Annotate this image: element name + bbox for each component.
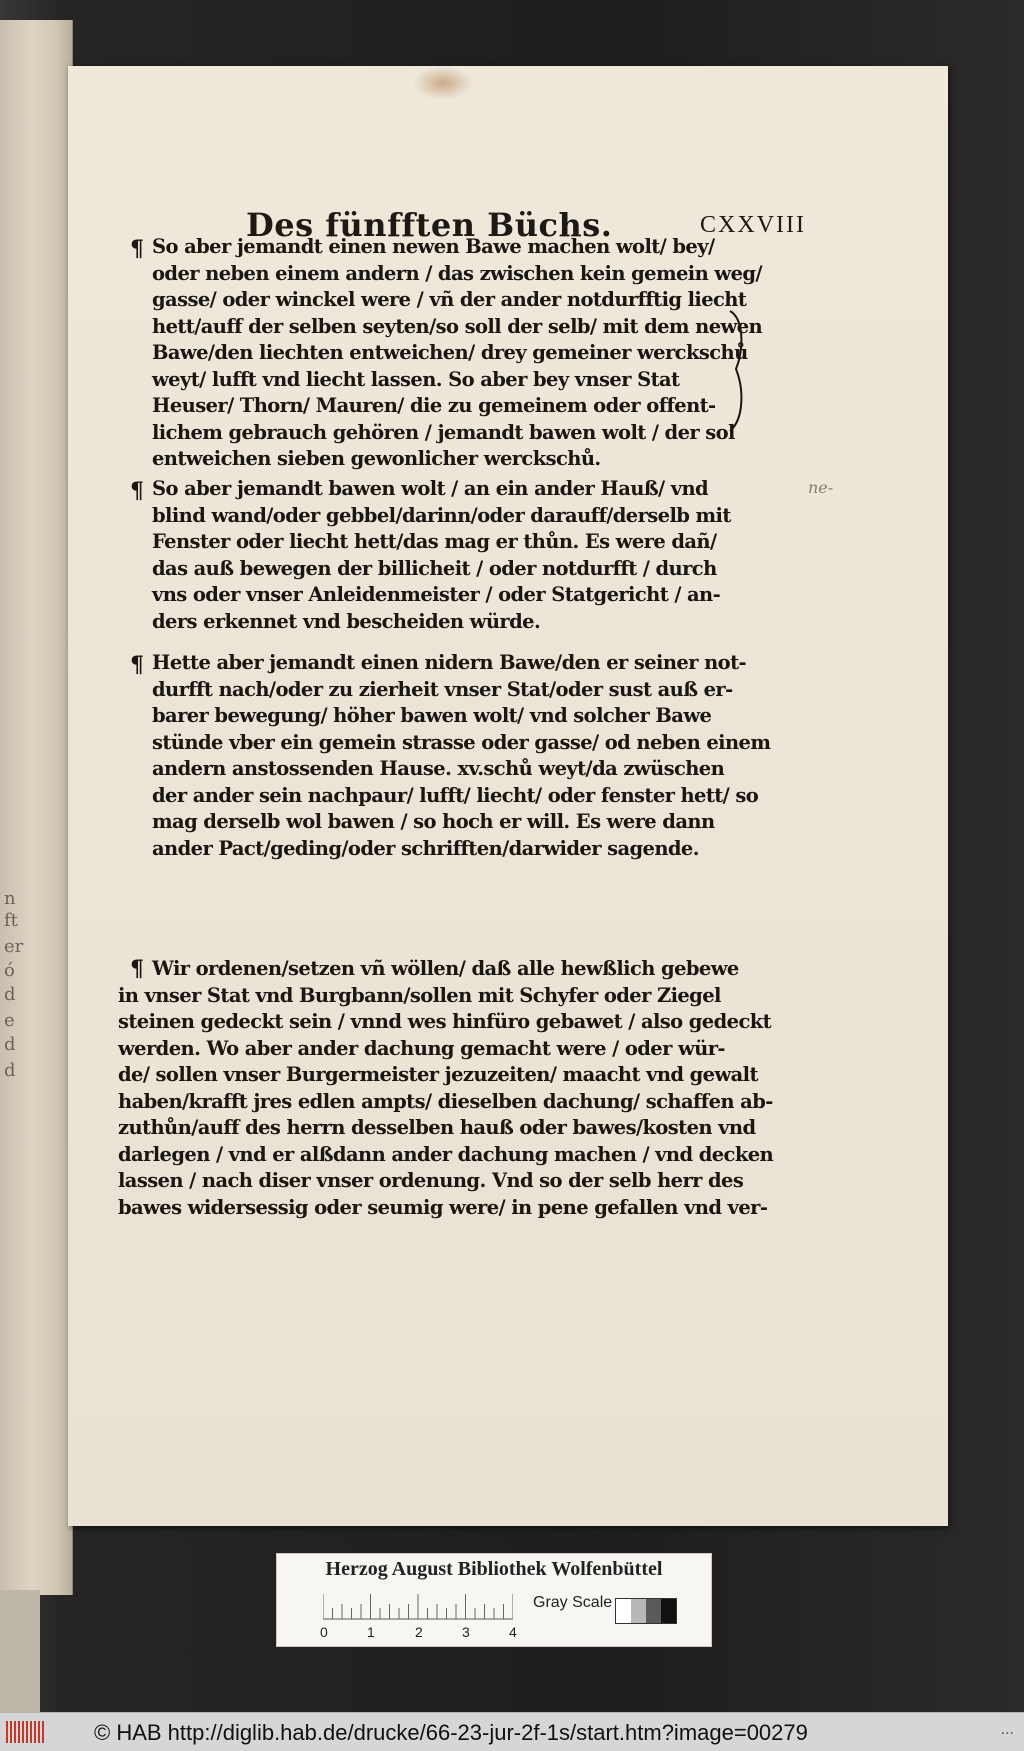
text-line: in vnser Stat vnd Burgbann/sollen mit Schyfer oder Ziegel bbox=[118, 983, 721, 1007]
bleed-char: d bbox=[4, 1034, 16, 1055]
text-line: der ander sein nachpaur/ lufft/ liecht/ oder fenster hett/ so bbox=[152, 783, 759, 807]
bleed-char: d bbox=[4, 984, 16, 1005]
text-line: Heuser/ Thorn/ Mauren/ die zu gemeinem oder offent- bbox=[152, 394, 716, 417]
paragraph-2 bbox=[152, 476, 731, 635]
text-line: andern anstossenden Hause. xv.schů weyt/da zwüschen bbox=[152, 757, 725, 780]
text-line: steinen gedeckt sein / vnnd wes hinfüro gebawet / also gedeckt bbox=[118, 1010, 772, 1033]
text-line: lassen / nach diser vnser ordenung. Vnd so der selb herr des bbox=[118, 1169, 744, 1192]
text-line: haben/krafft jres edlen ampts/ dieselben dachung/ schaffen ab- bbox=[118, 1089, 773, 1113]
more-icon[interactable]: ... bbox=[1000, 1721, 1014, 1738]
text-line: oder neben einem andern / das zwischen kein gemein weg/ bbox=[152, 261, 762, 285]
text-line: hett/auff der selben seyten/so soll der selb/ mit dem newen bbox=[152, 314, 763, 338]
color-reference-card bbox=[276, 1553, 712, 1647]
bleed-char: er bbox=[4, 936, 24, 957]
text-line: das auß bewegen der billicheit / oder notdurfft / durch bbox=[152, 556, 717, 580]
gray-swatch bbox=[616, 1599, 631, 1623]
margin-note: ne- bbox=[808, 478, 834, 497]
text-line: vns oder vnser Anleidenmeister / oder Statgericht / an- bbox=[152, 583, 721, 606]
ruler-label: 0 bbox=[320, 1624, 328, 1640]
text-line: blind wand/oder gebbel/darinn/oder darauff/derselb mit bbox=[152, 503, 731, 527]
running-head: Des fünfften Büchs. bbox=[246, 206, 613, 244]
library-name: Herzog August Bibliothek Wolfenbüttel bbox=[325, 1558, 663, 1580]
text-line: darlegen / vnd er alßdann ander dachung machen / vnd decken bbox=[118, 1142, 774, 1166]
ruler-icon bbox=[323, 1594, 513, 1620]
text-line: werden. Wo aber ander dachung gemacht were / oder wür- bbox=[118, 1036, 725, 1060]
text-line: gasse/ oder winckel were / vñ der ander notdurfftig liecht bbox=[152, 288, 747, 311]
text-line: ander Pact/geding/oder schrifften/darwider sagende. bbox=[152, 836, 699, 860]
source-url-link[interactable]: © HAB http://diglib.hab.de/drucke/66-23-jur-2f-1s/start.htm?image=00279 bbox=[94, 1720, 808, 1745]
text-line: lichem gebrauch gehören / jemandt bawen wolt / der sol bbox=[152, 420, 735, 444]
text-line: So aber jemandt einen newen Bawe machen wolt/ bey/ bbox=[152, 235, 715, 258]
previous-leaf-edge bbox=[0, 20, 73, 1595]
text-line: de/ sollen vnser Burgermeister jezuzeiten/ maacht vnd gewalt bbox=[118, 1063, 758, 1086]
page-stain bbox=[413, 66, 473, 100]
text-line: zuthůn/auff des herrn desselben hauß oder bawes/kosten vnd bbox=[118, 1116, 756, 1139]
gray-swatch bbox=[646, 1599, 661, 1623]
text-line: barer bewegung/ höher bawen wolt/ vnd solcher Bawe bbox=[152, 704, 712, 727]
book-page bbox=[68, 66, 948, 1526]
ruler-label: 2 bbox=[415, 1624, 423, 1640]
gray-scale-swatches bbox=[615, 1598, 677, 1624]
text-line: stünde vber ein gemein strasse oder gasse/ od neben einem bbox=[152, 730, 771, 754]
gray-swatch bbox=[631, 1599, 646, 1623]
bleed-char: d bbox=[4, 1060, 16, 1081]
pilcrow-icon: ¶ bbox=[130, 652, 144, 678]
ruler-label: 4 bbox=[509, 1624, 517, 1640]
leaf-bottom-edge bbox=[0, 1590, 40, 1720]
paragraph-3 bbox=[152, 650, 770, 862]
status-bar bbox=[0, 1712, 1024, 1751]
paragraph-1 bbox=[152, 234, 762, 473]
pilcrow-icon: ¶ bbox=[130, 478, 144, 504]
text-line: Fenster oder liecht hett/das mag er thůn. Es were dañ/ bbox=[152, 530, 717, 553]
bleed-char: n bbox=[4, 888, 16, 909]
margin-brace-icon bbox=[728, 309, 750, 433]
paragraph-4 bbox=[118, 956, 773, 1221]
text-line: entweichen sieben gewonlicher werckschů. bbox=[152, 447, 601, 470]
text-line: mag derselb wol bawen / so hoch er will. Es were dann bbox=[152, 810, 715, 833]
pilcrow-icon: ¶ bbox=[130, 956, 144, 982]
pilcrow-icon: ¶ bbox=[130, 236, 144, 262]
folio-number: CXXVIII bbox=[700, 212, 806, 238]
bleed-char: ó bbox=[4, 960, 15, 981]
text-line: bawes widersessig oder seumig were/ in pene gefallen vnd ver- bbox=[118, 1195, 768, 1219]
bleed-char: e bbox=[4, 1010, 15, 1031]
text-line: weyt/ lufft vnd liecht lassen. So aber bey vnser Stat bbox=[152, 367, 680, 391]
bleed-char: ft bbox=[4, 910, 18, 931]
ruler-label: 1 bbox=[367, 1624, 375, 1640]
hab-logo-icon bbox=[6, 1721, 46, 1743]
text-line: ders erkennet vnd bescheiden würde. bbox=[152, 609, 541, 633]
text-line: Hette aber jemandt einen nidern Bawe/den er seiner not- bbox=[152, 651, 746, 674]
text-line: So aber jemandt bawen wolt / an ein ander Hauß/ vnd bbox=[152, 477, 709, 500]
text-line: Bawe/den liechten entweichen/ drey gemeiner werckschů bbox=[152, 341, 748, 364]
text-line: durfft nach/oder zu zierheit vnser Stat/oder sust auß er- bbox=[152, 677, 733, 701]
gray-swatch bbox=[661, 1599, 676, 1623]
text-line: Wir ordenen/setzen vñ wöllen/ daß alle hewßlich gebewe bbox=[152, 957, 739, 980]
gray-scale-label: Gray Scale bbox=[533, 1594, 613, 1611]
ruler-label: 3 bbox=[462, 1624, 470, 1640]
